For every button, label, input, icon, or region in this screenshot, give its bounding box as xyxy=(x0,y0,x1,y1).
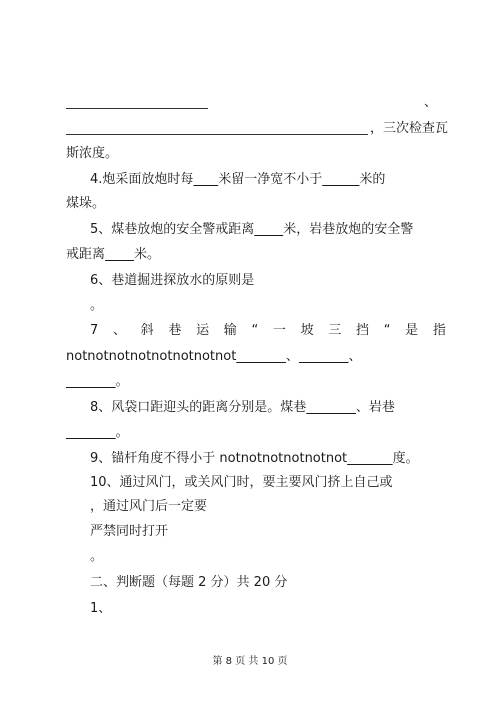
question-1: 1、 xyxy=(90,601,112,616)
text-line: 。 xyxy=(90,549,104,564)
page-footer: 第 8 页 共 10 页 xyxy=(212,656,288,667)
question-7 xyxy=(90,322,446,340)
char: 坡 xyxy=(300,323,314,338)
text-line: ，三次检查瓦 xyxy=(370,121,449,136)
blank-line xyxy=(306,400,356,415)
char: 运 xyxy=(196,323,210,338)
question-6: 6、巷道掘进探放水的原则是 xyxy=(90,273,255,288)
text-line: 煤垛。 xyxy=(66,196,106,211)
question-text: 米的 xyxy=(359,172,386,187)
blank-line xyxy=(347,451,392,466)
blank-line xyxy=(105,247,134,262)
char: “ xyxy=(383,323,391,338)
char: 挡 xyxy=(356,323,370,338)
char: 一 xyxy=(272,323,286,338)
text-line: 斯浓度。 xyxy=(66,146,119,161)
text-line: 。 xyxy=(90,298,104,313)
question-text: 、岩巷 xyxy=(355,400,395,415)
question-text: 9、锚杆角度不得小于 notnotnotnotnotnot xyxy=(90,451,348,466)
question-4 xyxy=(90,171,446,189)
char: 斜 xyxy=(140,323,154,338)
blank-line xyxy=(193,172,218,187)
blank-line xyxy=(66,134,368,135)
question-9 xyxy=(90,450,446,468)
blank-line xyxy=(66,374,116,389)
question-text: 度。 xyxy=(392,451,419,466)
question-7-end xyxy=(66,373,446,391)
char: 是 xyxy=(405,323,419,338)
char: 巷 xyxy=(168,323,182,338)
blank-line xyxy=(322,172,359,187)
blank-line xyxy=(66,425,116,440)
blank-line xyxy=(236,349,286,364)
question-text: 、 xyxy=(348,349,362,364)
question-text: 米留一净宽不小于 xyxy=(218,172,323,187)
question-text: notnotnotnotnotnotnotnot xyxy=(66,349,237,364)
question-text: 5、煤巷放炮的安全警戒距离 xyxy=(90,222,255,237)
blank-line xyxy=(254,222,283,237)
text-line: ，通过风门后一定要 xyxy=(90,499,208,514)
char: 指 xyxy=(432,323,446,338)
blank-line xyxy=(66,108,208,109)
question-text: 戒距离 xyxy=(66,247,106,262)
question-text: 、 xyxy=(285,349,299,364)
punctuation-mark: 、 xyxy=(424,95,438,110)
question-text: 米。 xyxy=(133,247,160,262)
question-5 xyxy=(90,221,446,239)
section-heading: 二、判断题（每题 2 分）共 20 分 xyxy=(90,575,288,590)
question-text: 4.炮采面放炮时每 xyxy=(90,172,194,187)
char: 三 xyxy=(328,323,342,338)
question-10: 10、通过风门，或关风门时，要主要风门挤上自己或 xyxy=(90,475,393,490)
char: 7 xyxy=(90,323,99,338)
question-text: 米，岩巷放炮的安全警 xyxy=(283,222,414,237)
question-8 xyxy=(90,399,446,417)
question-5-cont xyxy=(66,246,446,264)
char: 输 xyxy=(223,323,237,338)
char: “ xyxy=(251,323,259,338)
question-8-cont xyxy=(66,424,446,442)
question-7-cont xyxy=(66,348,446,366)
question-text: 。 xyxy=(115,374,129,389)
question-text: 8、风袋口距迎头的距离分别是。煤巷 xyxy=(90,400,307,415)
question-text: 。 xyxy=(115,425,129,440)
text-line: 严禁同时打开 xyxy=(90,524,169,539)
char: 、 xyxy=(112,323,126,338)
blank-line xyxy=(299,349,349,364)
